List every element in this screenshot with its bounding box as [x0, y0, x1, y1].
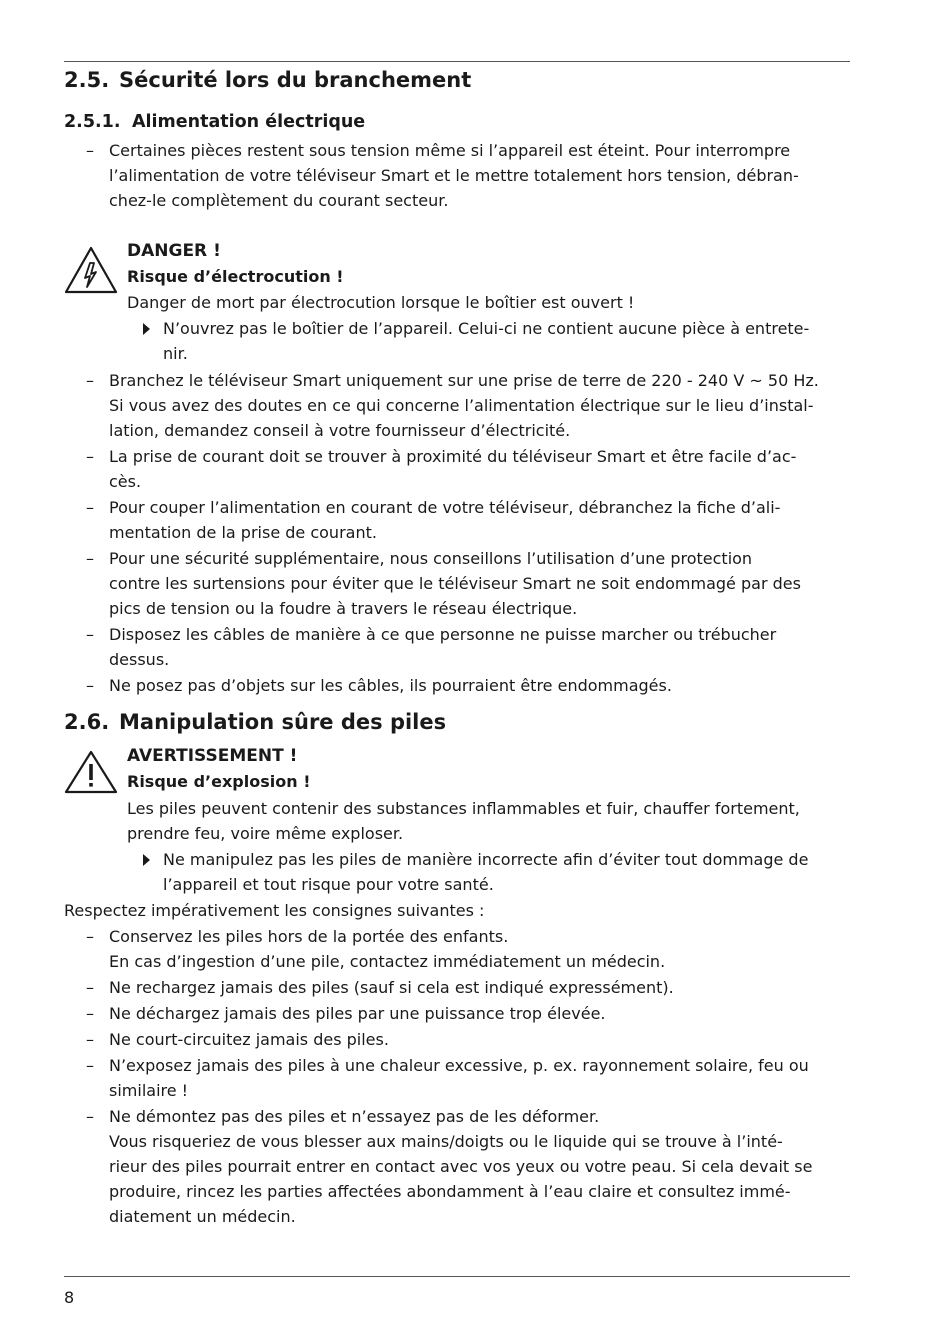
- subsection-heading-2-5-1: [64, 112, 365, 132]
- intro-text: Respectez impérativement les consignes suivantes :: [64, 901, 485, 920]
- danger-action-line: N’ouvrez pas le boîtier de l’appareil. Celui-ci ne contient aucune pièce à entrete-: [163, 319, 810, 338]
- danger-text: Danger de mort par électrocution lorsque le boîtier est ouvert !: [127, 293, 635, 312]
- warning-title: AVERTISSEMENT !: [127, 746, 298, 766]
- text-line: La prise de courant doit se trouver à proximité du téléviseur Smart et être facile d’ac-: [109, 447, 797, 466]
- text-line: rieur des piles pourrait entrer en contact avec vos yeux ou votre peau. Si cela devait se: [109, 1157, 813, 1176]
- text-line: Si vous avez des doutes en ce qui concerne l’alimentation électrique sur le lieu d’instal-: [109, 396, 814, 415]
- bottom-rule: [64, 1276, 850, 1277]
- text-line: chez-le complètement du courant secteur.: [109, 191, 449, 210]
- dash-bullet: –: [86, 1056, 94, 1075]
- text-line: Pour couper l’alimentation en courant de votre téléviseur, débranchez la fiche d’ali-: [109, 498, 781, 517]
- text-line: produire, rincez les parties affectées abondamment à l’eau claire et consultez immé-: [109, 1182, 791, 1201]
- section-number: 2.6.: [64, 710, 110, 734]
- text-line: lation, demandez conseil à votre fournisseur d’électricité.: [109, 421, 571, 440]
- text-line: Ne posez pas d’objets sur les câbles, ils pourraient être endommagés.: [109, 676, 672, 695]
- top-rule: [64, 61, 850, 62]
- text-line: Pour une sécurité supplémentaire, nous conseillons l’utilisation d’une protection: [109, 549, 753, 568]
- warning-text-line: Les piles peuvent contenir des substances inflammables et fuir, chauffer fortement,: [127, 799, 800, 818]
- text-line: N’exposez jamais des piles à une chaleur excessive, p. ex. rayonnement solaire, feu ou: [109, 1056, 809, 1075]
- text-line: Certaines pièces restent sous tension même si l’appareil est éteint. Pour interrompre: [109, 141, 791, 160]
- warning-action-line: l’appareil et tout risque pour votre santé.: [163, 875, 494, 894]
- text-line: Ne court-circuitez jamais des piles.: [109, 1030, 389, 1049]
- text-line: diatement un médecin.: [109, 1207, 296, 1226]
- text-line: Ne rechargez jamais des piles (sauf si cela est indiqué expressément).: [109, 978, 674, 997]
- dash-bullet: –: [86, 1107, 94, 1126]
- text-line: Ne déchargez jamais des piles par une puissance trop élevée.: [109, 1004, 606, 1023]
- dash-bullet: –: [86, 676, 94, 695]
- section-heading-2-6: [64, 710, 446, 734]
- dash-bullet: –: [86, 498, 94, 517]
- page-number: 8: [64, 1288, 75, 1307]
- warning-subtitle: Risque d’explosion !: [127, 772, 311, 791]
- danger-subtitle: Risque d’électrocution !: [127, 267, 344, 286]
- dash-bullet: –: [86, 549, 94, 568]
- section-title: Sécurité lors du branchement: [119, 68, 472, 92]
- text-line: Branchez le téléviseur Smart uniquement sur une prise de terre de 220 - 240 V ~ 50 Hz.: [109, 371, 819, 390]
- text-line: Vous risqueriez de vous blesser aux mains/doigts ou le liquide qui se trouve à l’inté-: [109, 1132, 783, 1151]
- text-line: l’alimentation de votre téléviseur Smart et le mettre totalement hors tension, débran-: [109, 166, 799, 185]
- text-line: mentation de la prise de courant.: [109, 523, 377, 542]
- text-line: similaire !: [109, 1081, 189, 1100]
- dash-bullet: –: [86, 1030, 94, 1049]
- dash-bullet: –: [86, 447, 94, 466]
- section-title: Manipulation sûre des piles: [119, 710, 447, 734]
- warning-text-line: prendre feu, voire même exploser.: [127, 824, 404, 843]
- dash-bullet: –: [86, 371, 94, 390]
- danger-action-line: nir.: [163, 344, 188, 363]
- subsection-title: Alimentation électrique: [132, 112, 366, 132]
- warning-action-line: Ne manipulez pas les piles de manière incorrecte afin d’éviter tout dommage de: [163, 850, 809, 869]
- dash-bullet: –: [86, 625, 94, 644]
- text-line: dessus.: [109, 650, 170, 669]
- arrow-bullet-icon: [143, 323, 150, 335]
- arrow-bullet-icon: [143, 854, 150, 866]
- section-heading-2-5: [64, 68, 471, 92]
- subsection-number: 2.5.1.: [64, 112, 121, 132]
- text-line: Conservez les piles hors de la portée des enfants.: [109, 927, 509, 946]
- dash-bullet: –: [86, 1004, 94, 1023]
- dash-bullet: –: [86, 978, 94, 997]
- dash-bullet: –: [86, 927, 94, 946]
- text-line: contre les surtensions pour éviter que le téléviseur Smart ne soit endommagé par des: [109, 574, 801, 593]
- text-line: pics de tension ou la foudre à travers le réseau électrique.: [109, 599, 578, 618]
- text-line: cès.: [109, 472, 142, 491]
- text-line: Ne démontez pas des piles et n’essayez pas de les déformer.: [109, 1107, 600, 1126]
- exclamation-warning-icon: [63, 749, 119, 795]
- dash-bullet: –: [86, 141, 94, 160]
- text-line: Disposez les câbles de manière à ce que personne ne puisse marcher ou trébucher: [109, 625, 777, 644]
- text-line: En cas d’ingestion d’une pile, contactez immédiatement un médecin.: [109, 952, 666, 971]
- electric-shock-warning-icon: [63, 245, 119, 295]
- section-number: 2.5.: [64, 68, 110, 92]
- danger-title: DANGER !: [127, 241, 221, 261]
